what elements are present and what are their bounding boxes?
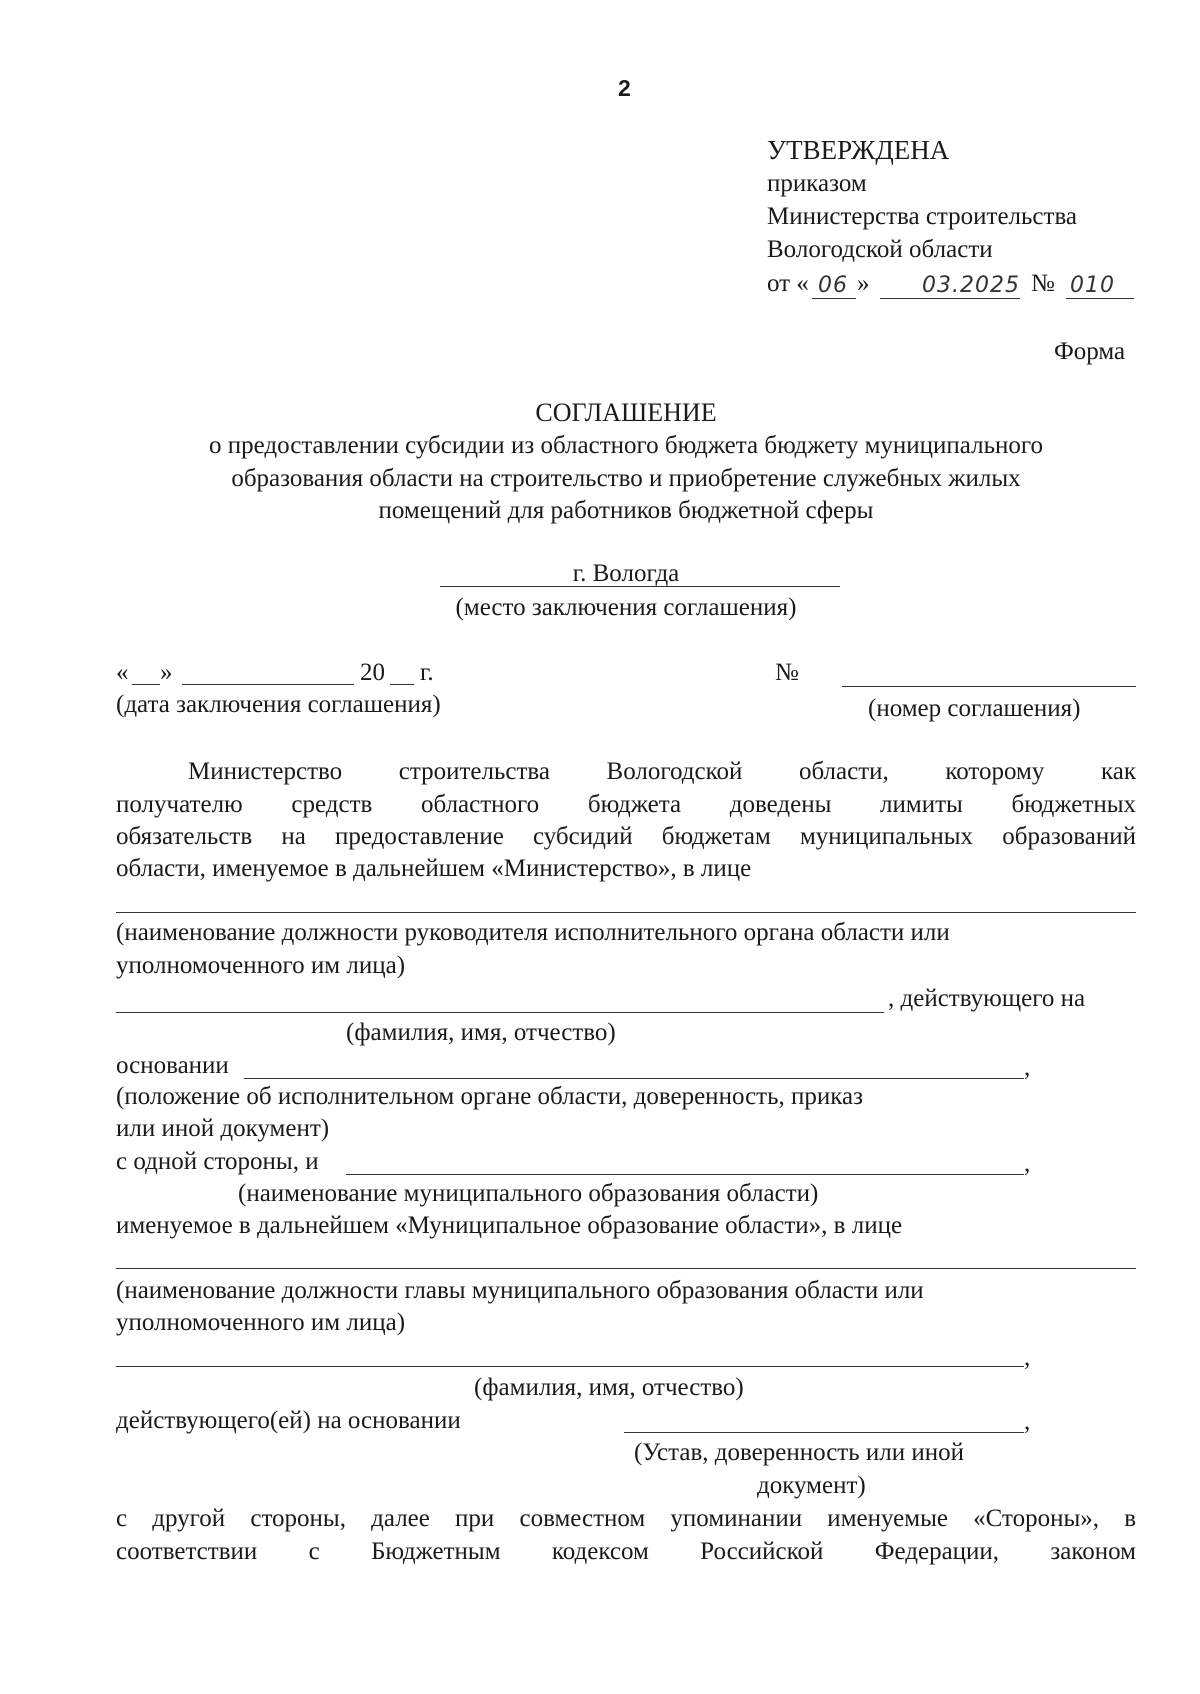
approval-line-2: Министерства строительства — [767, 203, 1078, 230]
basis-2-comma: , — [1024, 1408, 1031, 1435]
hereinafter-mo-text: именуемое в дальнейшем «Муниципальное образование области», в лице — [116, 1212, 903, 1239]
form-label: Форма — [1054, 338, 1126, 365]
fio-2-comma: , — [1024, 1344, 1031, 1371]
approval-number-sign: № — [1031, 270, 1055, 297]
body-paragraph-1-line-4: области, именуемое в дальнейшем «Министерство», в лице — [116, 855, 752, 882]
approval-day-handwritten: 06 — [818, 273, 848, 298]
date-close-quote: » — [160, 659, 173, 686]
body-paragraph-1-line-1: Министерство строительства Вологодской области, которому как — [188, 758, 1136, 785]
position-2-underline — [116, 1268, 1136, 1269]
page-number: 2 — [618, 75, 631, 101]
position-1-caption: (наименование должности руководителя исполнительного органа области или — [116, 919, 950, 946]
basis-word: основании — [116, 1052, 229, 1079]
final-line-1: с другой стороны, далее при совместном упоминании именуемые «Стороны», в — [116, 1505, 1136, 1532]
fio-2-caption: (фамилия, имя, отчество) — [474, 1374, 744, 1401]
body-paragraph-1-line-2: получателю средств областного бюджета доведены лимиты бюджетных — [116, 791, 1136, 818]
approval-line-3: Вологодской области — [767, 236, 993, 263]
date-year-underline — [390, 684, 414, 685]
position-1-underline — [116, 912, 1136, 913]
date-day-underline — [132, 684, 160, 685]
approval-title: УТВЕРЖДЕНА — [767, 135, 950, 165]
one-side-text: с одной стороны, и — [116, 1148, 319, 1175]
date-caption: (дата заключения соглашения) — [116, 691, 441, 718]
final-line-2: соответствии с Бюджетным кодексом Российской Федерации, законом — [116, 1538, 1136, 1565]
document-heading: СОГЛАШЕНИЕ — [535, 398, 717, 427]
place-caption: (место заключения соглашения) — [455, 594, 797, 621]
approval-line-1: приказом — [767, 170, 867, 197]
basis-2-underline — [624, 1432, 1024, 1433]
document-title-line-2: образования области на строительство и приобретение служебных жилых — [231, 465, 1021, 492]
document-title-line-1: о предоставлении субсидии из областного бюджета бюджету муниципального — [208, 432, 1044, 459]
fio-1-underline — [116, 1012, 884, 1013]
approval-number-handwritten: 010 — [1070, 273, 1115, 298]
date-month-underline — [182, 684, 354, 685]
fio-2-underline — [116, 1366, 1024, 1367]
agreement-number-sign: № — [775, 659, 799, 686]
acting-on-text: , действующего на — [888, 985, 1086, 1012]
date-year-suffix: г. — [420, 659, 434, 686]
agreement-number-caption: (номер соглашения) — [868, 695, 1081, 722]
body-paragraph-1-line-3: обязательств на предоставление субсидий бюджетам муниципальных образований — [116, 823, 1136, 850]
basis-2-caption: (Устав, доверенность или иной — [634, 1439, 964, 1466]
position-2-caption-cont: уполномоченного им лица) — [116, 1309, 406, 1336]
date-open-quote: « — [116, 659, 129, 686]
municipality-comma: , — [1024, 1150, 1031, 1177]
approval-date-prefix: от « — [767, 270, 809, 297]
fio-1-caption: (фамилия, имя, отчество) — [346, 1019, 616, 1046]
acting-basis-2-text: действующего(ей) на основании — [116, 1407, 461, 1434]
municipality-underline — [346, 1174, 1024, 1175]
basis-1-caption-cont: или иной документ) — [116, 1115, 330, 1142]
position-1-caption-cont: уполномоченного им лица) — [116, 952, 406, 979]
agreement-number-underline — [842, 686, 1136, 687]
municipality-caption: (наименование муниципального образования области) — [238, 1180, 819, 1207]
basis-1-comma: , — [1024, 1054, 1031, 1081]
approval-date-close-quote: » — [857, 270, 870, 297]
document-title-line-3: помещений для работников бюджетной сферы — [378, 497, 874, 524]
position-2-caption: (наименование должности главы муниципального образования области или — [116, 1277, 924, 1304]
basis-2-caption-cont: документ) — [757, 1472, 866, 1499]
date-year-prefix: 20 — [360, 659, 385, 686]
basis-1-underline — [244, 1078, 1024, 1079]
place-value: г. Вологда — [572, 560, 680, 587]
basis-1-caption: (положение об исполнительном органе области, доверенность, приказ — [116, 1083, 863, 1110]
approval-month-year-handwritten: 03.2025 — [922, 273, 1020, 298]
